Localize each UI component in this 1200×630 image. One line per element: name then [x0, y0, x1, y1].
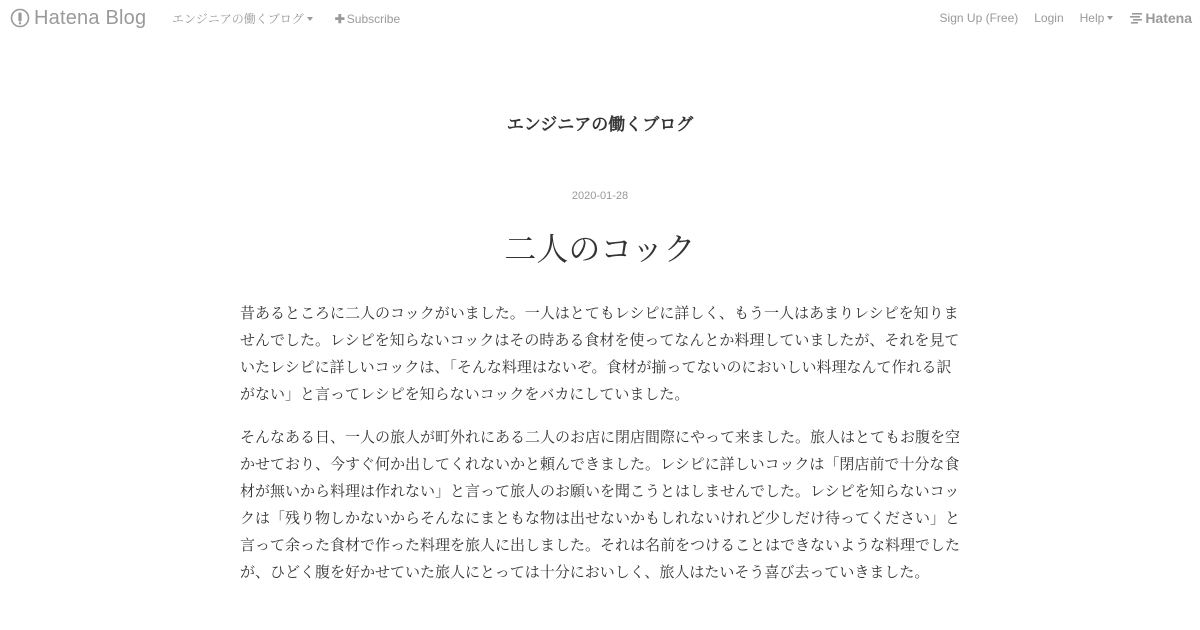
- entry-paragraph: そんなある日、一人の旅人が町外れにある二人のお店に閉店間際にやって来ました。旅人はとてもお腹を空かせており、今すぐ何か出してくれないかと頼んできました。レシピに詳しいコックは「閉店前で十分な食材が無いから料理は作れない」と言って旅人のお願いを聞こうとはしませんでした。レシピを知らないコックは「残り物しかないからそんなにまともな物は出せないかもしれないけれど少しだけ待ってください」と言って余った食材で作った料理を旅人に出しました。それは名前をつけることはできないような料理でしたが、ひどく腹を好かせていた旅人にとっては十分においしく、旅人はたいそう喜び去っていきました。: [240, 428, 961, 581]
- hatena-logo-icon: [1129, 12, 1143, 24]
- hatena-logo-text: Hatena: [1145, 10, 1192, 26]
- chevron-down-icon: [1107, 16, 1113, 20]
- plus-icon: ✚: [334, 11, 345, 26]
- subscribe-button[interactable]: [335, 12, 400, 26]
- entry-paragraph: 昔あるところに二人のコックがいました。一人はとてもレシピに詳しく、もう一人はあまりレシピを知りませんでした。レシピを知らないコックはその時ある食材を使ってなんとか料理していましたが、それを見ていたレシピに詳しいコックは、「そんな料理はないぞ。食材が揃ってないのにおいしい料理なんて作れる訳がない」と言ってレシピを知らないコックをバカにしていました。: [240, 304, 960, 403]
- entry-date[interactable]: 2020-01-28: [571, 190, 629, 202]
- blog-menu-dropdown[interactable]: [172, 10, 313, 27]
- hatena-blog-logo-icon: [10, 8, 30, 28]
- signup-link[interactable]: Sign Up (Free): [939, 11, 1019, 25]
- hatena-logo-link[interactable]: [1129, 10, 1192, 26]
- login-link[interactable]: Login: [1034, 11, 1064, 25]
- hatena-blog-logo[interactable]: [10, 6, 146, 30]
- blog-menu-label: エンジニアの働くブログ: [172, 12, 304, 26]
- brand-name: Hatena Blog: [34, 6, 147, 29]
- help-dropdown[interactable]: [1080, 11, 1114, 25]
- blog-title[interactable]: エンジニアの働くブログ: [506, 115, 694, 135]
- subscribe-label: Subscribe: [346, 11, 401, 26]
- help-label: Help: [1079, 11, 1105, 25]
- blog-nav: [172, 10, 400, 27]
- account-nav: [924, 10, 1192, 26]
- entry-title[interactable]: 二人のコック: [504, 230, 696, 268]
- global-header: [0, 0, 1200, 36]
- chevron-down-icon: [307, 17, 313, 21]
- entry-content: [240, 300, 962, 602]
